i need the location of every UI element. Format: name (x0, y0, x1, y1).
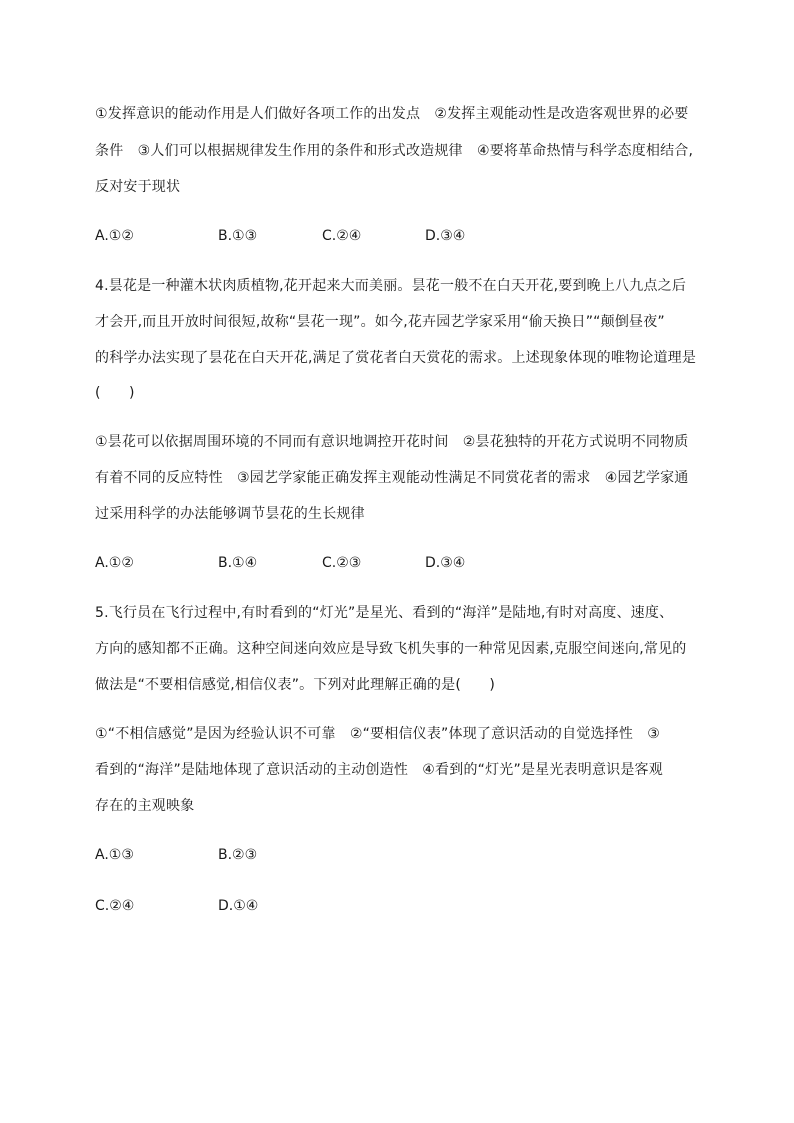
q3-option-c: C.②④ (322, 228, 362, 244)
q5-stem-line-3: 做法是“不要相信感觉,相信仪表”。下列对此理解正确的是( ) (95, 677, 496, 693)
q4-option-b: B.①④ (218, 555, 258, 571)
q3-option-d: D.③④ (425, 228, 466, 244)
q5-statement-line-3: 存在的主观映象 (95, 798, 195, 814)
q4-option-d: D.③④ (425, 555, 466, 571)
q4-option-c: C.②③ (322, 555, 362, 571)
q3-statement-line-1: ①发挥意识的能动作用是人们做好各项工作的出发点 ②发挥主观能动性是改造客观世界的必要 (95, 106, 689, 122)
q4-statement-line-1: ①昙花可以依据周围环境的不同而有意识地调控开花时间 ②昙花独特的开花方式说明不同物质 (95, 434, 689, 450)
q4-stem-line-3: 的科学办法实现了昙花在白天开花,满足了赏花者白天赏花的需求。上述现象体现的唯物论道理是 (95, 350, 697, 366)
q3-statement-line-2: 条件 ③人们可以根据规律发生作用的条件和形式改造规律 ④要将革命热情与科学态度相结合, (95, 143, 694, 159)
q5-option-d: D.①④ (218, 898, 259, 914)
q4-stem-line-4: ( ) (95, 385, 135, 401)
q4-statement-line-3: 过采用科学的办法能够调节昙花的生长规律 (95, 506, 365, 522)
q3-option-a: A.①② (95, 228, 134, 244)
q5-stem-line-2: 方向的感知都不正确。这种空间迷向效应是导致飞机失事的一种常见因素,克服空间迷向,常见的 (95, 641, 687, 657)
q4-stem-line-1: 4.昙花是一种灌木状肉质植物,花开起来大而美丽。昙花一般不在白天开花,要到晚上八九点之后 (95, 278, 687, 294)
q4-statement-line-2: 有着不同的反应特性 ③园艺学家能正确发挥主观能动性满足不同赏花者的需求 ④园艺学家通 (95, 470, 689, 486)
q3-option-b: B.①③ (218, 228, 258, 244)
q5-option-a: A.①③ (95, 847, 134, 863)
q4-option-a: A.①② (95, 555, 134, 571)
q5-statement-line-1: ①“不相信感觉”是因为经验认识不可靠 ②“要相信仪表”体现了意识活动的自觉选择性 ③ (95, 726, 661, 742)
q5-stem-line-1: 5.飞行员在飞行过程中,有时看到的“灯光”是星光、看到的“海洋”是陆地,有时对高度、速度、 (95, 605, 674, 621)
q5-option-c: C.②④ (95, 898, 135, 914)
q4-stem-line-2: 才会开,而且开放时间很短,故称“昙花一现”。如今,花卉园艺学家采用“偷天换日”“颠倒昼夜” (95, 314, 665, 330)
q5-option-b: B.②③ (218, 847, 258, 863)
q3-statement-line-3: 反对安于现状 (95, 179, 181, 195)
q5-statement-line-2: 看到的“海洋”是陆地体现了意识活动的主动创造性 ④看到的“灯光”是星光表明意识是客观 (95, 762, 663, 778)
